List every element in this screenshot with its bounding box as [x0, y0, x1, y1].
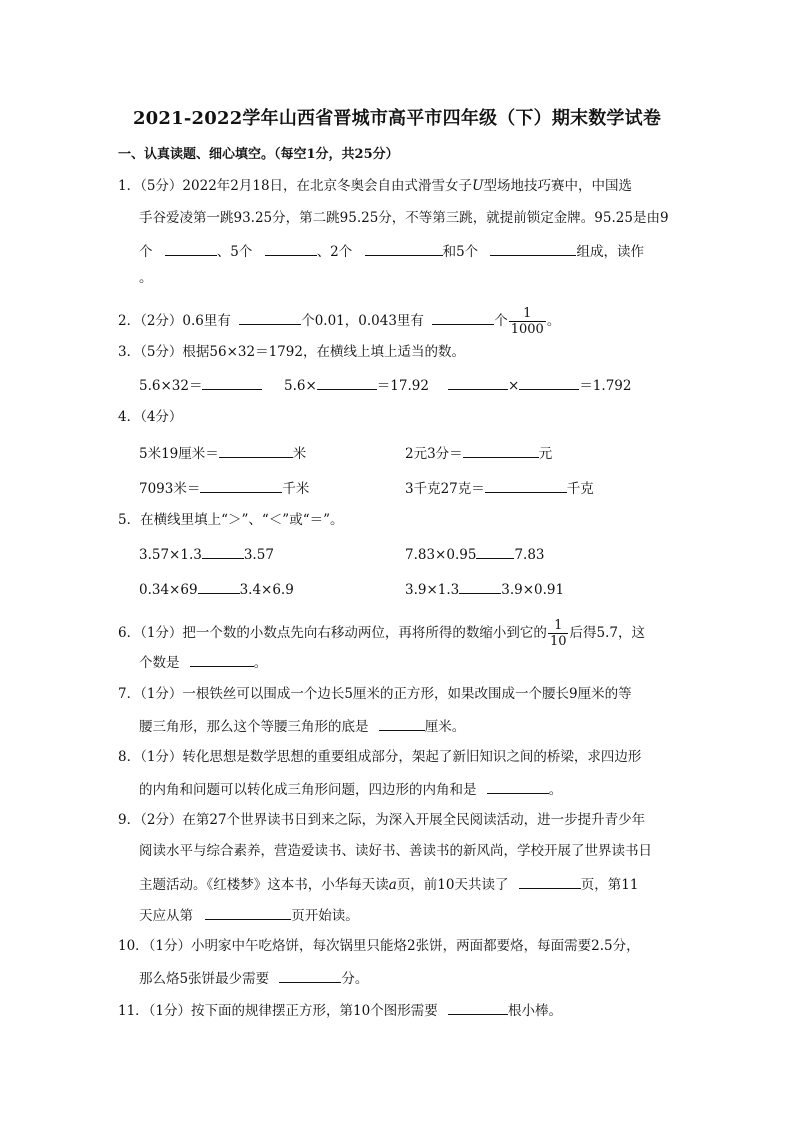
q4-item-b: [405, 442, 552, 464]
q2-text: 个0.01，0.043里有: [301, 313, 424, 329]
q6-text: 个数是: [139, 655, 180, 671]
question-9-line-1: 9．（2分）在第27个世界读书日到来之际，为深入开展全民阅读活动，进一步提升青少年: [118, 812, 646, 828]
question-9-line-3: [139, 873, 638, 895]
q7-text: 厘米。: [424, 719, 466, 735]
answer-blank[interactable]: [165, 240, 217, 256]
q5-item-a: [139, 543, 274, 565]
answer-blank[interactable]: [202, 543, 244, 559]
q4-item-d: [405, 477, 594, 499]
fraction-numerator: 1: [509, 306, 546, 322]
q3-text: ＝17.92: [376, 378, 429, 394]
q4-unit: 元: [538, 446, 553, 462]
answer-blank[interactable]: [365, 240, 443, 256]
q4-text: 7093米＝: [139, 481, 201, 497]
q3-expr-3: [448, 374, 631, 396]
question-7-line-2: [139, 715, 465, 737]
fraction: [509, 306, 546, 337]
answer-blank[interactable]: [487, 778, 549, 794]
q9-text: 主题活动。《红楼梦》这本书，小华每天读: [139, 877, 389, 893]
fraction-numerator: 1: [548, 618, 569, 634]
answer-blank[interactable]: [219, 442, 293, 458]
q9-variable-a: a: [388, 877, 397, 893]
question-4: 4．（4分）: [118, 409, 183, 425]
answer-blank[interactable]: [205, 904, 291, 920]
q10-text: 那么烙5张饼最少需要: [139, 971, 270, 987]
q5-text: 7.83: [514, 547, 545, 563]
q5-text: 3.9×0.91: [501, 582, 565, 598]
answer-blank[interactable]: [202, 374, 262, 390]
q1-label: 组成，读作: [576, 244, 644, 260]
q5-text: 0.34×69: [139, 582, 198, 598]
q11-text: 11．（1分）按下面的规律摆正方形，第10个图形需要: [118, 1003, 438, 1019]
q5-text: 3.9×1.3: [405, 582, 460, 598]
q2-text: 2．（2分）0.6里有: [118, 313, 231, 329]
q4-unit: 千米: [282, 481, 310, 497]
q4-text: 2元3分＝: [405, 446, 463, 462]
answer-blank[interactable]: [448, 374, 508, 390]
q1-variable-u: U: [472, 178, 484, 194]
q4-unit: 米: [292, 446, 307, 462]
q5-item-b: [405, 543, 545, 565]
q2-text: 。: [546, 313, 561, 329]
q5-text: 7.83×0.95: [405, 547, 477, 563]
question-8-line-2: [139, 778, 562, 800]
q4-unit: 千克: [566, 481, 594, 497]
q3-text: 5.6×32＝: [139, 378, 203, 394]
question-1-line-1: [118, 176, 632, 196]
question-1-line-3: [139, 240, 644, 262]
q1-text-a: 1．（5分）2022年2月18日，在北京冬奥会自由式滑雪女子: [118, 178, 473, 194]
q6-text: 后得5.7，这: [569, 625, 645, 641]
question-10-line-2: [139, 967, 368, 989]
q5-item-d: [405, 578, 564, 600]
q5-item-c: [139, 578, 294, 600]
q9-text: 页，第11: [580, 877, 639, 893]
page-title: 2021-2022学年山西省晋城市高平市四年级（下）期末数学试卷: [132, 108, 662, 129]
q2-text: 个: [494, 313, 508, 329]
q9-text: 页开始读。: [291, 908, 359, 924]
q1-label: 、2个: [316, 244, 353, 260]
question-1-line-2: 手谷爱凌第一跳93.25分，第二跳95.25分，不等第三跳，就提前锁定金牌。95.25是由9: [139, 210, 669, 226]
answer-blank[interactable]: [519, 374, 579, 390]
q3-expr-1: [139, 374, 262, 396]
answer-blank[interactable]: [239, 309, 301, 325]
question-1-line-4: 。: [139, 270, 153, 286]
q3-text: ×: [508, 378, 520, 394]
q5-text: 3.4×6.9: [239, 582, 294, 598]
question-6-line-2: [139, 651, 267, 673]
q3-expr-2: [284, 374, 429, 396]
fraction: [548, 618, 569, 649]
question-6-line-1: [118, 618, 645, 649]
q4-item-a: [139, 442, 306, 464]
q1-label: 个: [139, 244, 153, 260]
q5-text: 3.57: [243, 547, 274, 563]
answer-blank[interactable]: [490, 240, 576, 256]
answer-blank[interactable]: [459, 578, 501, 594]
fraction-denominator: 10: [549, 634, 567, 649]
q6-text: 6．（1分）把一个数的小数点先向右移动两位，再将所得的数缩小到它的: [118, 625, 547, 641]
answer-blank[interactable]: [448, 999, 508, 1015]
answer-blank[interactable]: [485, 477, 567, 493]
question-8-line-1: 8．（1分）转化思想是数学思想的重要组成部分，架起了新旧知识之间的桥梁，求四边形: [118, 749, 642, 765]
q5-text: 3.57×1.3: [139, 547, 202, 563]
question-9-line-2: 阅读水平与综合素养，营造爱读书、读好书、善读书的新风尚，学校开展了世界读书日: [139, 843, 652, 859]
q9-text: 页，前10天共读了: [396, 877, 509, 893]
fraction-denominator: 1000: [510, 322, 544, 337]
q10-text: 分。: [341, 971, 369, 987]
q6-text: 。: [253, 655, 268, 671]
answer-blank[interactable]: [265, 240, 317, 256]
q8-text: 。: [548, 782, 563, 798]
question-2: [118, 306, 560, 337]
question-10-line-1: 10．（1分）小明家中午吃烙饼，每次锅里只能烙2张饼，两面都要烙，每面需要2.5分，: [118, 938, 640, 954]
q3-text: 5.6×: [284, 378, 317, 394]
question-7-line-1: 7．（1分）一根铁丝可以围成一个边长5厘米的正方形，如果改围成一个腰长9厘米的等: [118, 686, 632, 702]
q4-text: 5米19厘米＝: [139, 446, 219, 462]
q1-label: 和5个: [442, 244, 479, 260]
answer-blank[interactable]: [198, 578, 240, 594]
q4-item-c: [139, 477, 309, 499]
q1-label: 、5个: [216, 244, 253, 260]
q8-text: 的内角和问题可以转化成三角形问题，四边形的内角和是: [139, 782, 477, 798]
answer-blank[interactable]: [432, 309, 494, 325]
q3-text: ＝1.792: [579, 378, 632, 394]
answer-blank[interactable]: [519, 873, 581, 889]
q11-text: 根小棒。: [508, 1003, 562, 1019]
answer-blank[interactable]: [379, 715, 425, 731]
section-heading: 一、认真读题、细心填空。（每空1分，共25分）: [118, 147, 399, 162]
question-11: [118, 999, 562, 1021]
question-9-line-4: [139, 904, 359, 926]
answer-blank[interactable]: [200, 477, 282, 493]
answer-blank[interactable]: [190, 651, 254, 667]
q1-text-b: 型场地技巧赛中，中国选: [483, 178, 632, 194]
q4-text: 3千克27克＝: [405, 481, 485, 497]
answer-blank[interactable]: [463, 442, 539, 458]
answer-blank[interactable]: [317, 374, 377, 390]
question-3: 3．（5分）根据56×32＝1792，在横线上填上适当的数。: [118, 344, 465, 360]
q9-text: 天应从第: [139, 908, 193, 924]
question-5: 5．在横线里填上“＞”、“＜”或“＝”。: [118, 512, 344, 528]
answer-blank[interactable]: [476, 543, 514, 559]
q7-text: 腰三角形，那么这个等腰三角形的底是: [139, 719, 369, 735]
answer-blank[interactable]: [279, 967, 341, 983]
